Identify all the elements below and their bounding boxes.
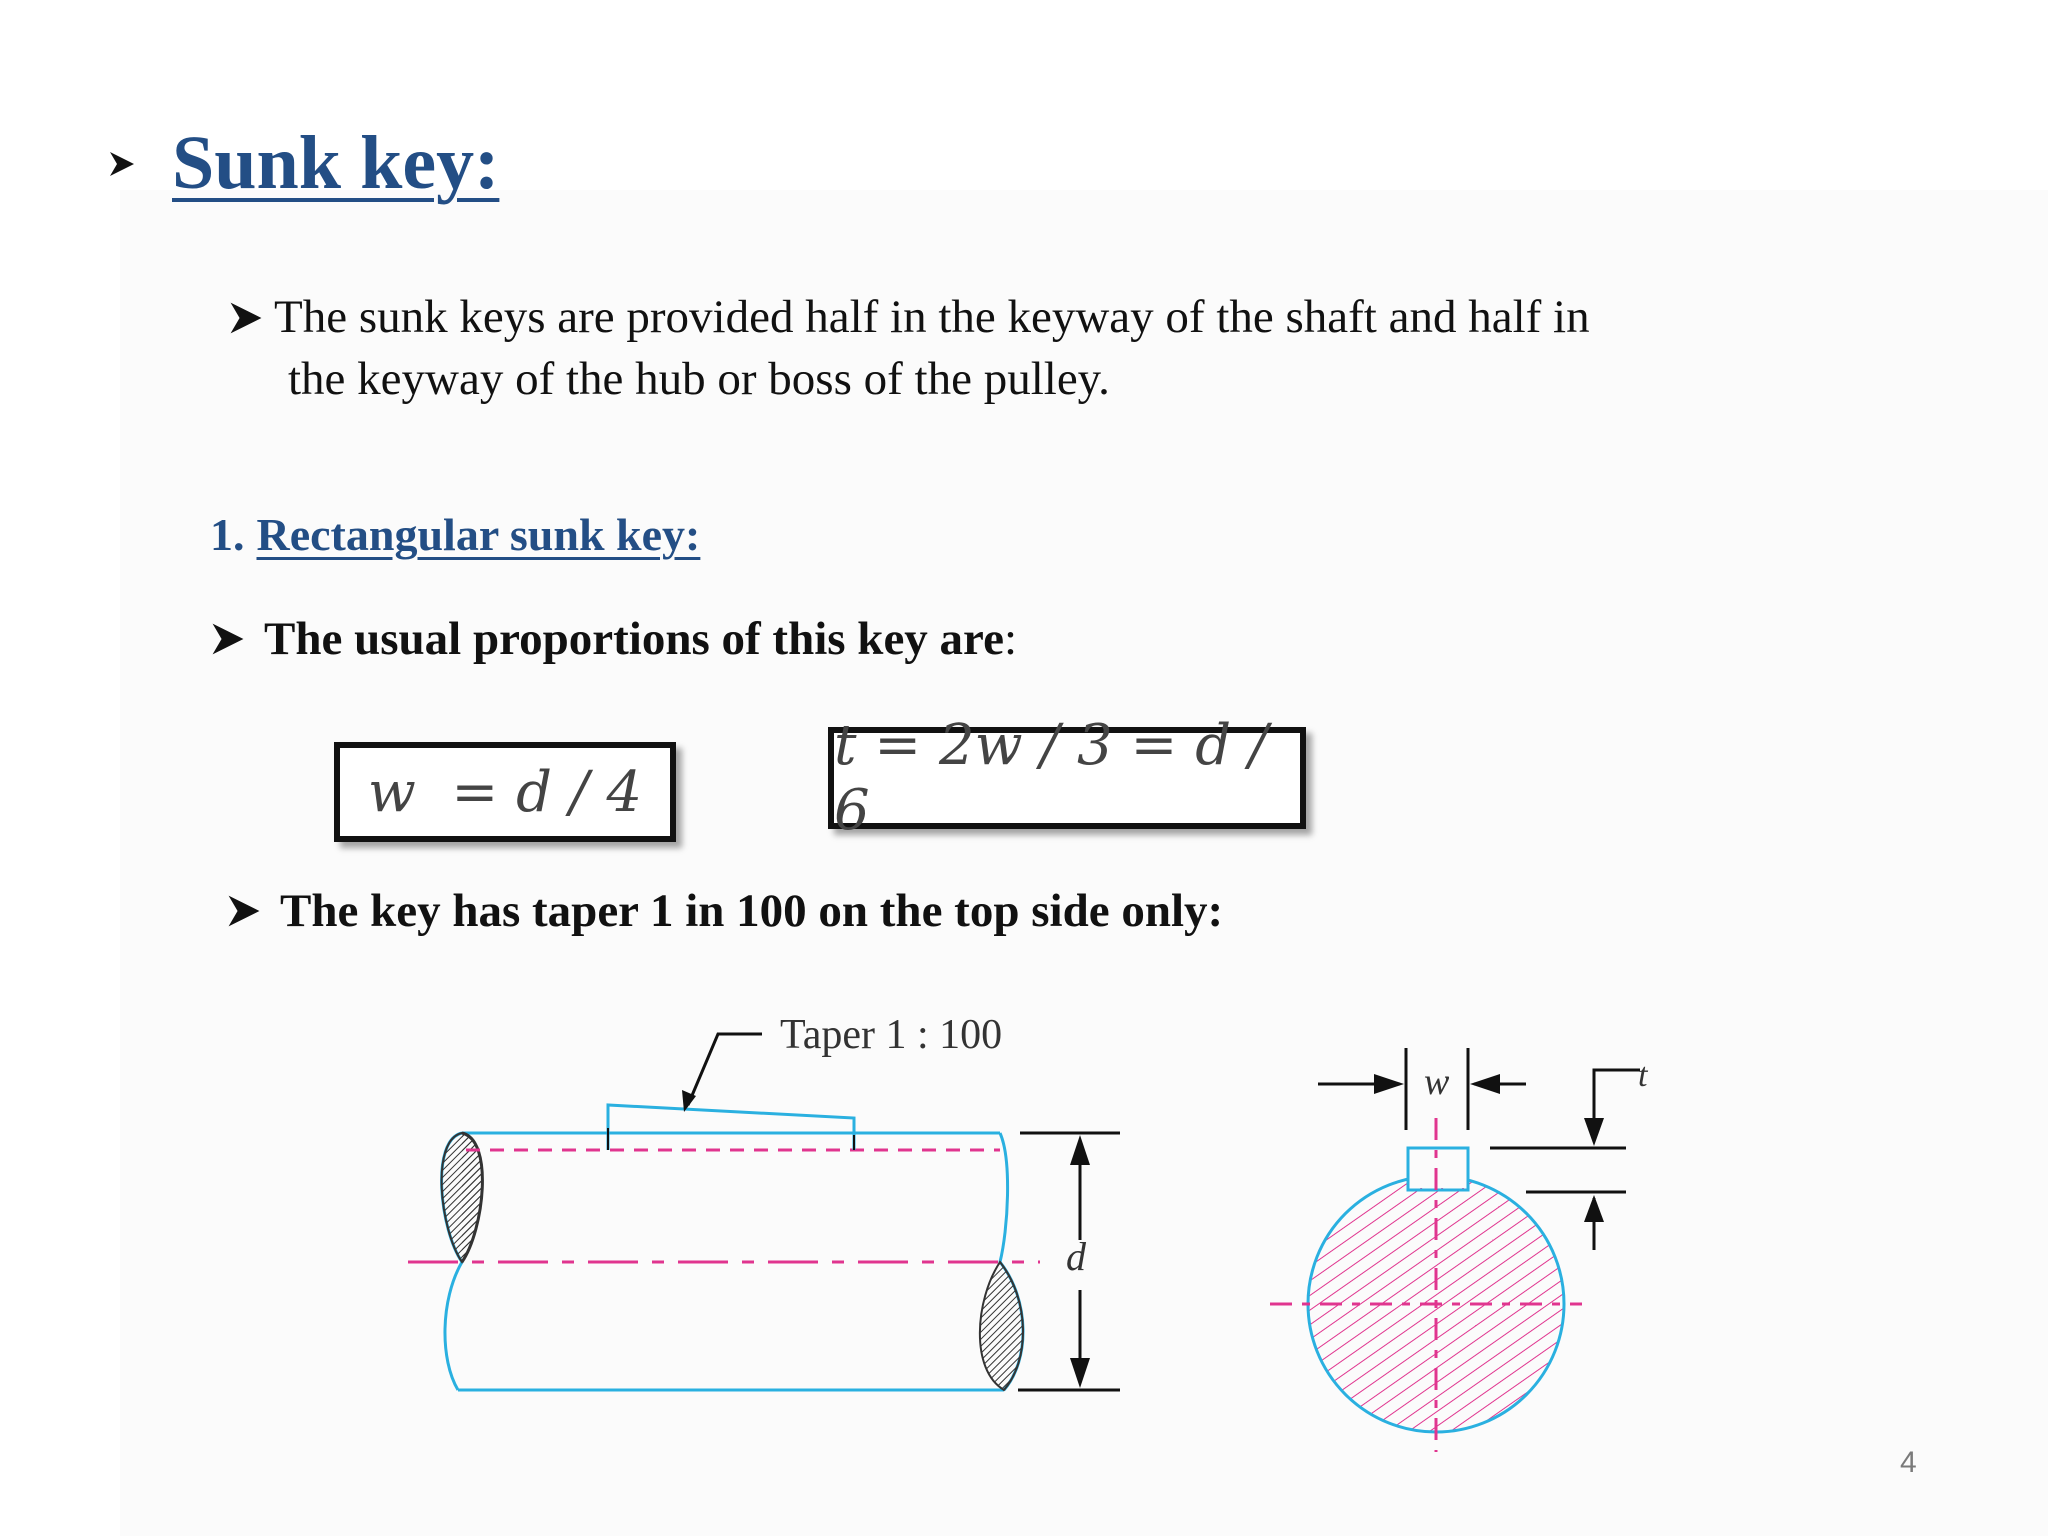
intro-line-1: The sunk keys are provided half in the keyway of the shaft and half in bbox=[274, 291, 1590, 343]
thickness-label: t bbox=[1638, 1057, 1648, 1094]
diameter-label: d bbox=[1066, 1234, 1086, 1279]
subheading-number: 1. bbox=[210, 509, 245, 560]
taper-label: Taper 1 : 100 bbox=[780, 1012, 1003, 1058]
slide-title: Sunk key: bbox=[172, 121, 500, 205]
proportions-colon: : bbox=[1003, 613, 1017, 665]
formula-width: w = d / 4 bbox=[367, 759, 643, 825]
width-dimension bbox=[1318, 1048, 1526, 1130]
taper-text: The key has taper 1 in 100 on the top side only: bbox=[280, 885, 1224, 937]
diameter-dimension bbox=[1018, 1133, 1120, 1390]
shaft-cross-section bbox=[1270, 1118, 1582, 1452]
proportions-text: The usual proportions of this key are bbox=[264, 613, 1004, 665]
page-number: 4 bbox=[1900, 1446, 1917, 1479]
intro-line-2: the keyway of the hub or boss of the pulley. bbox=[288, 353, 1110, 405]
shaft-side-view bbox=[408, 1105, 1040, 1390]
width-label: w bbox=[1424, 1061, 1450, 1103]
taper-leader bbox=[682, 1012, 1002, 1112]
formula-thickness: t = 2w / 3 = d / 6 bbox=[834, 713, 1268, 843]
subheading-text: Rectangular sunk key: bbox=[256, 509, 701, 560]
